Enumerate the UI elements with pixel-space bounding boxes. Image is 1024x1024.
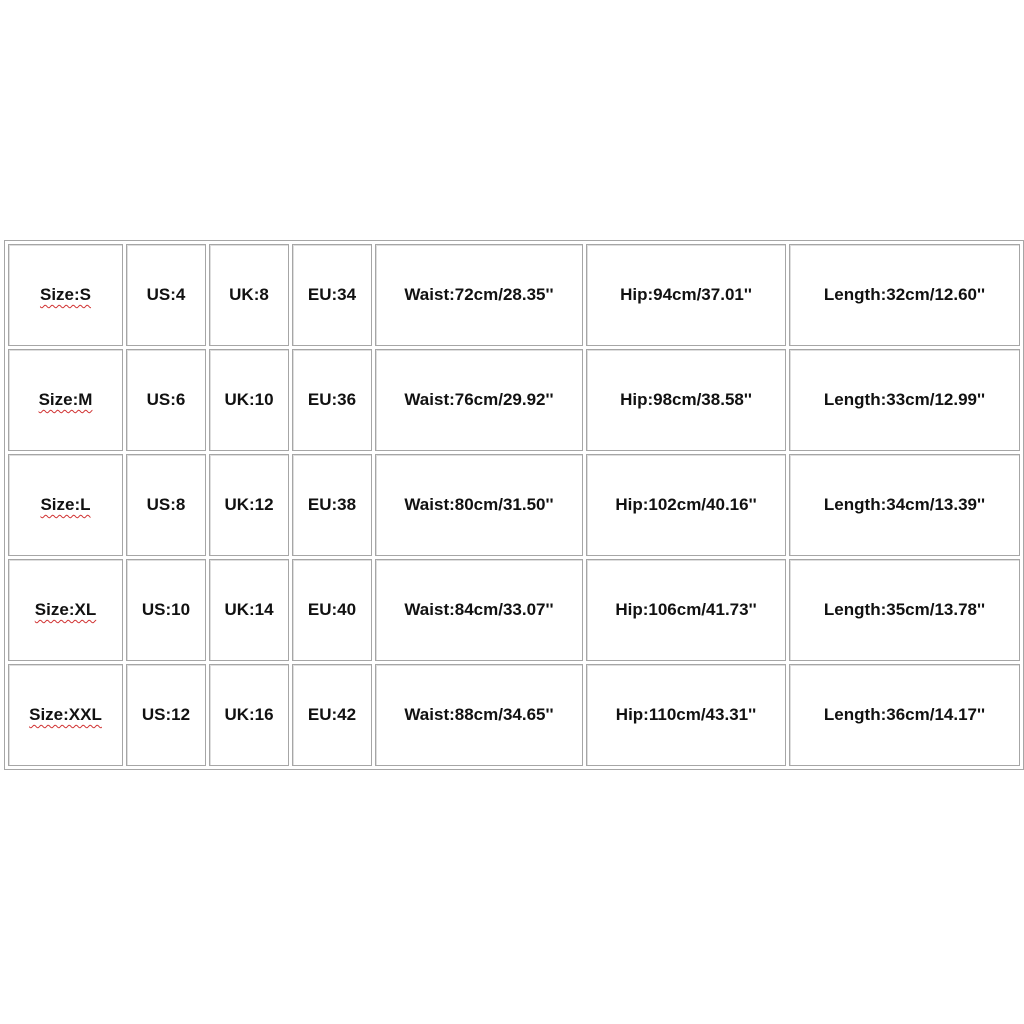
size-label-cell	[8, 664, 123, 766]
length-cell: Length:35cm/13.78''	[789, 559, 1020, 661]
size-label-cell	[8, 454, 123, 556]
size-label: Size:XXL	[29, 705, 102, 724]
uk-size-cell: UK:12	[209, 454, 289, 556]
eu-size-cell: EU:38	[292, 454, 372, 556]
uk-size-cell: UK:14	[209, 559, 289, 661]
uk-size-cell: UK:16	[209, 664, 289, 766]
waist-cell: Waist:80cm/31.50''	[375, 454, 583, 556]
table-row	[8, 559, 1020, 661]
table-row	[8, 664, 1020, 766]
waist-cell: Waist:76cm/29.92''	[375, 349, 583, 451]
size-label-cell	[8, 244, 123, 346]
us-size-cell: US:10	[126, 559, 206, 661]
hip-cell: Hip:106cm/41.73''	[586, 559, 786, 661]
uk-size-cell: UK:8	[209, 244, 289, 346]
size-label: Size:M	[38, 390, 93, 409]
size-label: Size:XL	[34, 600, 97, 619]
table-row	[8, 244, 1020, 346]
size-chart-table	[4, 240, 1024, 770]
length-cell: Length:33cm/12.99''	[789, 349, 1020, 451]
table-row	[8, 454, 1020, 556]
size-label: Size:L	[40, 495, 91, 514]
waist-cell: Waist:84cm/33.07''	[375, 559, 583, 661]
length-cell: Length:32cm/12.60''	[789, 244, 1020, 346]
size-label: Size:S	[39, 285, 92, 304]
eu-size-cell: EU:42	[292, 664, 372, 766]
waist-cell: Waist:72cm/28.35''	[375, 244, 583, 346]
eu-size-cell: EU:40	[292, 559, 372, 661]
length-cell: Length:34cm/13.39''	[789, 454, 1020, 556]
us-size-cell: US:8	[126, 454, 206, 556]
size-label-cell	[8, 349, 123, 451]
length-cell: Length:36cm/14.17''	[789, 664, 1020, 766]
uk-size-cell: UK:10	[209, 349, 289, 451]
waist-cell: Waist:88cm/34.65''	[375, 664, 583, 766]
size-label-cell	[8, 559, 123, 661]
eu-size-cell: EU:36	[292, 349, 372, 451]
us-size-cell: US:4	[126, 244, 206, 346]
hip-cell: Hip:94cm/37.01''	[586, 244, 786, 346]
hip-cell: Hip:102cm/40.16''	[586, 454, 786, 556]
eu-size-cell: EU:34	[292, 244, 372, 346]
hip-cell: Hip:110cm/43.31''	[586, 664, 786, 766]
table-row	[8, 349, 1020, 451]
us-size-cell: US:6	[126, 349, 206, 451]
hip-cell: Hip:98cm/38.58''	[586, 349, 786, 451]
us-size-cell: US:12	[126, 664, 206, 766]
